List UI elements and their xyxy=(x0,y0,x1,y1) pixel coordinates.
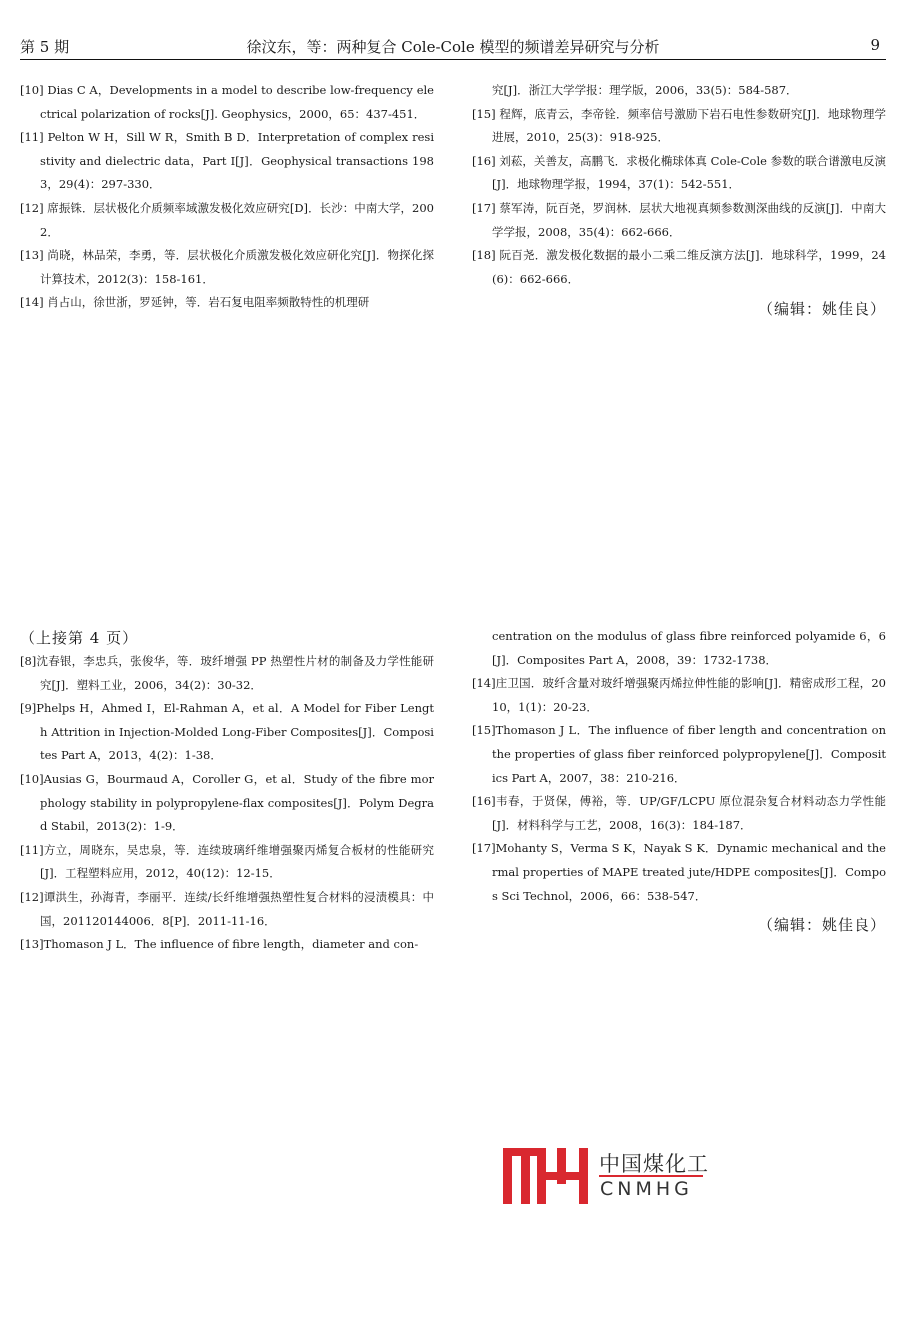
running-title: 徐汶东，等：两种复合 Cole-Cole 模型的频谱差异研究与分析 xyxy=(246,38,660,56)
issue-number: 第 5 期 xyxy=(20,38,70,56)
cnmhg-mark-icon xyxy=(501,1144,597,1208)
continued-from-heading: （上接第 4 页） xyxy=(20,629,139,647)
reference-item: [8]沈春银，李忠兵，张俊华，等．玻纤增强 PP 热塑性片材的制备及力学性能研究[J]．塑料工业，2006，34(2)：30-32． xyxy=(20,654,434,692)
reference-item: [15] 程辉，底青云，李帝铨．频率信号激励下岩石电性参数研究[J]．地球物理学进展，2010，25(3)：918-925． xyxy=(472,106,886,145)
references-bottom-right xyxy=(472,625,886,908)
reference-item: [12]谭洪生，孙海青，李丽平．连续/长纤维增强热塑性复合材料的浸渍模具：中国，201120144006．8[P]．2011-11-16． xyxy=(20,889,434,928)
logo-english-text: CNMHG xyxy=(600,1178,693,1200)
reference-item: [14] 肖占山，徐世浙，罗延钟，等．岩石复电阻率频散特性的机理研 xyxy=(20,295,370,310)
reference-item: [17]Mohanty S，Verma S K，Nayak S K．Dynamic mechanical and thermal properties of MAPE treated jute/HDPE composites[J]．Compos Sci Technol，2006，66：538-547． xyxy=(472,841,886,903)
references-top-left xyxy=(20,79,434,315)
header-divider xyxy=(20,59,886,60)
reference-item: [13]Thomason J L．The influence of fibre length，diameter and con- xyxy=(20,937,419,952)
logo-chinese-text: 中国煤化工 xyxy=(599,1152,709,1176)
reference-item: [14]庄卫国．玻纤含量对玻纤增强聚丙烯拉伸性能的影响[J]．精密成形工程，2010，1(1)：20-23． xyxy=(472,676,886,714)
reference-item: [16] 刘菘，关善友，高鹏飞．求极化椭球体真 Cole-Cole 参数的联合谱激电反演[J]．地球物理学报，1994，37(1)：542-551． xyxy=(472,153,886,192)
editor-credit-top: （编辑：姚佳良） xyxy=(757,300,886,318)
reference-item: [11] Pelton W H，Sill W R，Smith B D．Interpretation of complex resistivity and dielectric data，Part I[J]．Geophysical transactions 1983，29(4)：297-330． xyxy=(20,130,434,192)
references-top-right xyxy=(472,79,886,291)
reference-item: [18] 阮百尧．激发极化数据的最小二乘二维反演方法[J]．地球科学，1999，24(6)：662-666． xyxy=(472,248,886,286)
page-number: 9 xyxy=(870,36,880,54)
reference-item: [10]Ausias G，Bourmaud A，Coroller G，et al．Study of the fibre morphology stability in polypropylene-flax composites[J]．Polym Degrad Stabil，2013(2)：1-9． xyxy=(20,771,434,834)
running-header xyxy=(20,30,886,60)
reference-item: [17] 蔡军涛，阮百尧，罗润林．层状大地视真频参数测深曲线的反演[J]．中南大学学报，2008，35(4)：662-666． xyxy=(472,200,886,239)
reference-item: [11]方立，周晓东，吴忠泉，等．连续玻璃纤维增强聚丙烯复合板材的性能研究[J]．工程塑料应用，2012，40(12)：12-15． xyxy=(20,842,434,881)
reference-item: [16]韦春，于贤保，傅裕，等．UP/GF/LCPU 原位混杂复合材料动态力学性能[J]．材料科学与工艺，2008，16(3)：184-187． xyxy=(472,794,886,832)
reference-continuation: 究[J]．浙江大学学报：理学版，2006，33(5)：584-587． xyxy=(492,83,798,97)
editor-credit-bottom: （编辑：姚佳良） xyxy=(757,916,886,934)
reference-item: [9]Phelps H，Ahmed I，El-Rahman A，et al．A Model for Fiber Length Attrition in Injection-Molded Long-Fiber Composites[J]．Composites Part A，2013，4(2)：1-38． xyxy=(20,701,434,763)
reference-item: [13] 尚晓，林品荣，李勇，等．层状极化介质激发极化效应研化究[J]．物探化探计算技术，2012(3)：158-161． xyxy=(20,248,434,286)
references-bottom-left xyxy=(20,650,434,957)
reference-item: [15]Thomason J L．The influence of fiber length and concentration on the properties of glass fiber reinforced polypropylene[J]．Compositics Part A，2007，38：210-216． xyxy=(472,723,886,785)
reference-continuation: centration on the modulus of glass fibre reinforced polyamide 6，6[J]．Composites Part A，2008，39：1732-1738． xyxy=(492,629,886,667)
reference-item: [12] 席振铢．层状极化介质频率域激发极化效应研究[D]．长沙：中南大学，2002． xyxy=(20,200,434,239)
reference-item: [10] Dias C A，Developments in a model to describe low-frequency electrical polarization of rocks[J]. Geophysics，2000，65：437-451． xyxy=(20,83,434,121)
cnmhg-logo xyxy=(501,1144,711,1208)
